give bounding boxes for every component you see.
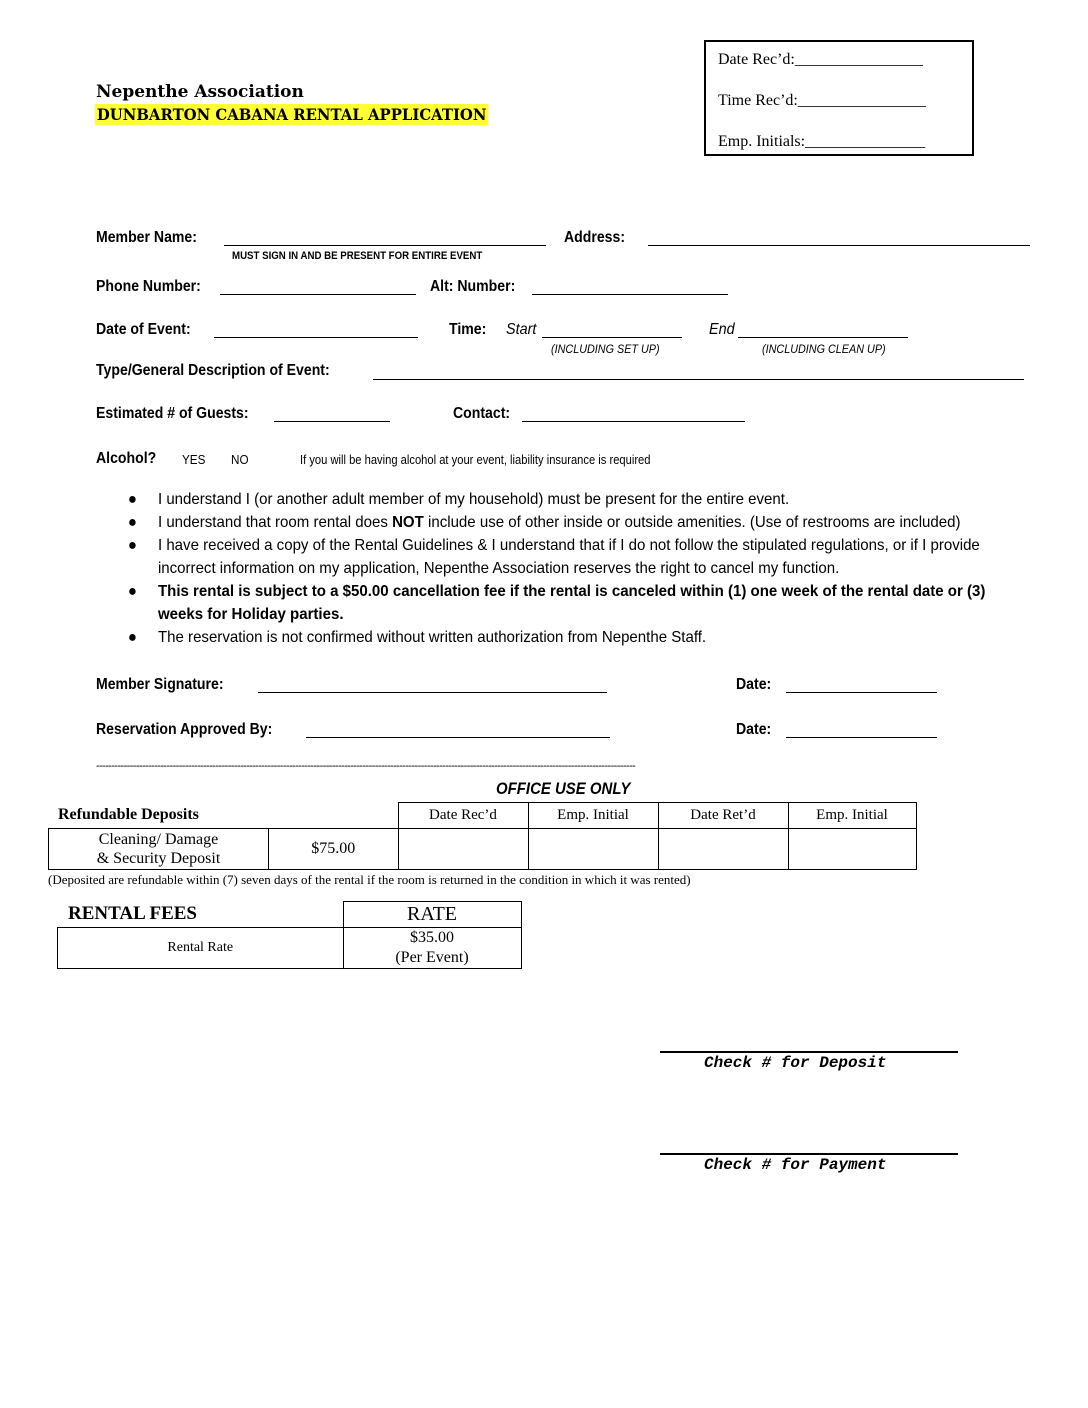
bullet-icon: ● [127, 514, 137, 531]
rate-value [343, 928, 521, 969]
bullet-icon: ● [127, 491, 137, 508]
end-time-field[interactable] [738, 337, 908, 338]
member-signature-label: Member Signature: [96, 676, 224, 693]
rental-fees-table [57, 901, 522, 969]
alcohol-note: If you will be having alcohol at your event, liability insurance is required [300, 452, 651, 467]
rental-fees-title: RENTAL FEES [68, 903, 197, 924]
payment-check-label: Check # for Payment [704, 1156, 887, 1174]
terms-text: include use of other inside or outside amenities. (Use of restrooms are included) [423, 514, 961, 531]
signature-date-field[interactable] [786, 692, 937, 693]
must-sign-note: MUST SIGN IN AND BE PRESENT FOR ENTIRE EVENT [232, 250, 483, 262]
terms-item [126, 488, 1060, 511]
time-label: Time: [449, 321, 487, 338]
deposit-check-field[interactable] [660, 1051, 958, 1053]
contact-label: Contact: [453, 405, 511, 422]
emp-initials-field[interactable]: Emp. Initials:_______________ [718, 133, 926, 150]
rental-rate-label: Rental Rate [58, 928, 344, 969]
emp-initial-cell[interactable] [788, 829, 916, 870]
alt-number-field[interactable] [532, 294, 728, 295]
including-set-up-note: (INCLUDING SET UP) [551, 342, 660, 356]
end-label: End [709, 321, 735, 338]
col-header: Date Ret’d [658, 803, 788, 829]
alcohol-no-option[interactable]: NO [231, 452, 249, 467]
col-header: Date Rec’d [398, 803, 528, 829]
deposit-note: (Deposited are refundable within (7) seven days of the rental if the room is returned in the condition in which it was rented) [48, 872, 691, 887]
date-of-event-field[interactable] [214, 337, 418, 338]
deposit-amount: $75.00 [269, 829, 399, 870]
date-retd-cell[interactable] [658, 829, 788, 870]
approved-by-label: Reservation Approved By: [96, 721, 273, 738]
terms-item [126, 580, 1004, 626]
terms-text: The reservation is not confirmed without written authorization from Nepenthe Staff. [157, 629, 707, 646]
deposits-title: Refundable Deposits [58, 806, 199, 823]
date-label-1: Date: [736, 676, 772, 693]
form-title: DUNBARTON CABANA RENTAL APPLICATION [96, 105, 487, 124]
bullet-icon: ● [127, 583, 137, 600]
deposits-table [48, 802, 917, 870]
bullet-icon: ● [127, 629, 137, 646]
approval-date-field[interactable] [786, 737, 937, 738]
terms-text: I have received a copy of the Rental Guidelines & I understand that if I do not follow the stipulated regulations, or if I provide incorrect information on my application, Nepenthe Association reserves the right to cancel my function. [157, 537, 980, 577]
terms-text: I understand that room rental does [157, 514, 393, 531]
rate-unit: (Per Event) [395, 949, 469, 966]
rate-amount: $35.00 [410, 929, 454, 946]
contact-field[interactable] [522, 421, 745, 422]
date-label-2: Date: [736, 721, 772, 738]
start-time-field[interactable] [542, 337, 682, 338]
deposit-label: Cleaning/ Damage & Security Deposit [49, 829, 269, 870]
time-recd-field[interactable]: Time Rec’d:________________ [718, 92, 926, 109]
member-name-label: Member Name: [96, 229, 197, 246]
type-description-label: Type/General Description of Event: [96, 362, 330, 379]
phone-field[interactable] [220, 294, 416, 295]
date-recd-cell[interactable] [398, 829, 528, 870]
rate-header: RATE [343, 902, 521, 928]
terms-text: I understand I (or another adult member of my household) must be present for the entire event. [157, 491, 790, 508]
payment-check-field[interactable] [660, 1153, 958, 1155]
terms-list [126, 488, 1056, 649]
office-divider: -------------------------------------------------------------------------------------------------------------------------------------------------------------------------------- [96, 760, 636, 772]
member-signature-field[interactable] [258, 692, 607, 693]
office-use-title: OFFICE USE ONLY [496, 779, 631, 798]
type-description-field[interactable] [373, 379, 1024, 380]
date-recd-field[interactable]: Date Rec’d:________________ [718, 51, 923, 68]
col-header: Emp. Initial [528, 803, 658, 829]
terms-text: This rental is subject to a $50.00 cancellation fee if the rental is canceled within (1) one week of the rental date or (3) weeks for Holiday parties. [157, 583, 986, 623]
deposit-check-label: Check # for Deposit [704, 1054, 887, 1072]
phone-label: Phone Number: [96, 278, 201, 295]
bullet-icon: ● [127, 537, 137, 554]
terms-item [126, 534, 1032, 580]
address-field[interactable] [648, 245, 1030, 246]
date-of-event-label: Date of Event: [96, 321, 191, 338]
guests-field[interactable] [274, 421, 390, 422]
approved-by-field[interactable] [306, 737, 610, 738]
terms-emphasis: NOT [392, 514, 424, 531]
org-name: Nepenthe Association [96, 82, 304, 102]
terms-item [126, 626, 1060, 649]
start-label: Start [506, 321, 537, 338]
emp-initial-cell[interactable] [528, 829, 658, 870]
address-label: Address: [564, 229, 626, 246]
alcohol-label: Alcohol? [96, 450, 157, 467]
alt-number-label: Alt: Number: [430, 278, 516, 295]
alcohol-yes-option[interactable]: YES [182, 452, 206, 467]
member-name-field[interactable] [224, 245, 546, 246]
guests-label: Estimated # of Guests: [96, 405, 249, 422]
receipt-box [704, 40, 974, 156]
including-clean-up-note: (INCLUDING CLEAN UP) [762, 342, 886, 356]
terms-item [126, 511, 1060, 534]
col-header: Emp. Initial [788, 803, 916, 829]
